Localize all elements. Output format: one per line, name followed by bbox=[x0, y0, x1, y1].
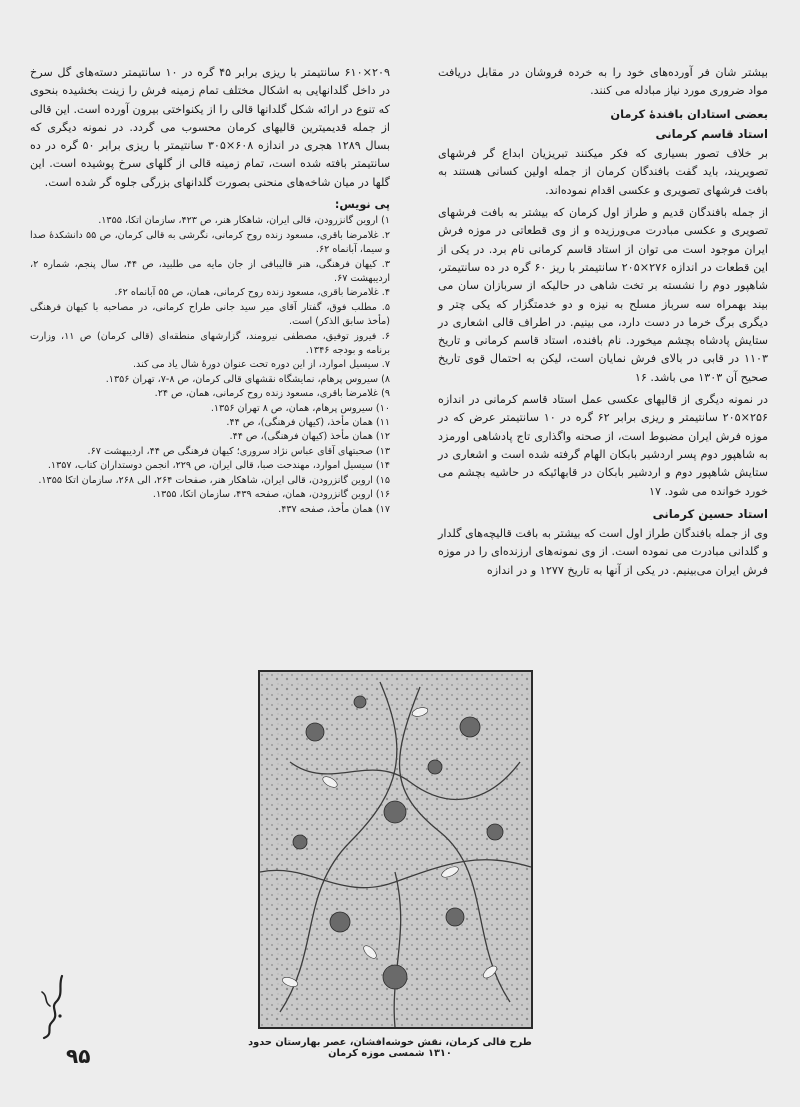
page-number: ۹۵ bbox=[66, 1044, 91, 1068]
right-column bbox=[438, 64, 768, 584]
footnote-item: ۱) اروین گانزرودن، قالی ایران، شاهکار هنر، ص ۴۲۳، سازمان اتکا، ۱۳۵۵. bbox=[98, 215, 390, 227]
footnote-item: ۱۵) اروین گانزرودن، قالی ایران، شاهکار هنر، صفحات ۲۶۴، الی ۲۶۸، سازمان اتکا ۱۳۵۵. bbox=[38, 474, 390, 486]
footnote-item: ۵. مطلب فوق، گفتار آقای میر سید جانی طراح کرمانی، در مصاحبه با کیهان فرهنگی (مأخذ سابق الذکر) است. bbox=[30, 301, 390, 328]
subheading-ghasem-kermani: استاد قاسم کرمانی bbox=[655, 126, 768, 141]
footnotes-title: پی نویس: bbox=[334, 198, 390, 212]
carpet-image bbox=[258, 670, 533, 1029]
paragraph: ۲۰۹×۶۱۰ سانتیمتر با ریزی برابر ۴۵ گره در ۱۰ سانتیمتر دسته‌های گل سرخ در داخل گلدانهایی به اشکال مختلف تمام زمینه فرش را زینت بخشیده بنحوی که تنوع در ارائه شکل گلدانها قالی را از یکنواختی بیرون آورده است. این قالی از جمله قدیمیترین قالیهای کرمان محسوب می گردد. در نمونه دیگری که بسال ۱۲۸۹ هجری در اندازه ۶۰۸×۳۰۵ سانتیمتر با ریزی برابر ۵۰ گره در ده سانتیمتر بافته شده است، تمام زمینه قالی از گلهای سرخ پوشیده است. این گلها در میان شاخه‌های منحنی بصورت گلدانهای بزرگی جلوه گر شده است. bbox=[30, 66, 390, 189]
paragraph: در نمونه دیگری از قالیهای عکسی عمل استاد قاسم کرمانی در اندازه ۲۵۶×۲۰۵ سانتیمتر و ریزی برابر ۶۲ گره در ۱۰ سانتیمتر عرض که در موزه فرش ایران مضبوط است، از صحنه واگذاری تاج پادشاهی اورمزد به شاهپور دوم پسر اردشیر بابکان الهام گرفته شده است و اشعاری در ستایش شاهپور دوم و اردشیر بابکان در قابهائیکه در حاشیه بچشم می خورد خوانده می شود. ۱۷ bbox=[438, 393, 768, 498]
left-column bbox=[30, 64, 390, 517]
subheading-hossein-kermani: استاد حسین کرمانی bbox=[652, 506, 768, 521]
kerman-calligraphy-logo bbox=[34, 972, 70, 1042]
figure-caption: طرح قالی کرمان، نقش خوشه‌افشان، عصر بهارستان حدود ۱۳۱۰ شمسی موزه کرمان bbox=[248, 1037, 532, 1059]
intro-paragraph: بیشتر شان فر آورده‌های خود را به خرده فروشان در مقابل دریافت مواد ضروری مورد نیاز مبادله می کنند. bbox=[438, 66, 768, 98]
carpet-pattern-illustration bbox=[260, 672, 531, 1027]
footnote-item: ۷. سیسیل اموارد، از این دوره تحت عنوان دورهٔ شال یاد می کند. bbox=[133, 359, 390, 371]
footnote-item: ۹) غلامرضا باقری، مسعود زنده روح کرمانی، همان، ص ۲۴. bbox=[154, 388, 390, 400]
paragraph: وی از جمله بافندگان طراز اول است که بیشتر به بافت قالیچه‌های گلدار و گلدانی مبادرت می نموده است. از وی نمونه‌های ارزنده‌ای را در موزه فرش ایران می‌بینیم. در یکی از آنها به تاریخ ۱۲۷۷ و در اندازه bbox=[438, 527, 768, 577]
footnote-item: ۱۴) سیسیل اموارد، مهندحت صبا، قالی ایران، ص ۲۲۹، انجمن دوستداران کتاب، ۱۳۵۷. bbox=[47, 460, 390, 472]
footnote-item: ۲. غلامرضا باقری، مسعود زنده روح کرمانی، نگرشی به قالی کرمان، ص ۵۵ دانشکدهٔ صدا و سیما، آبانماه ۶۲. bbox=[30, 229, 390, 256]
footnote-item: ۱۳) صحبتهای آقای عباس نژاد سروری؛ کیهان فرهنگی ص ۴۴، اردیبهشت ۶۷. bbox=[87, 445, 390, 457]
footnote-item: ۸) سیروس پرهام، نمایشگاه نقشهای قالی کرمان، ص ۸-۷، تهران ۱۳۵۶. bbox=[105, 373, 390, 385]
footnote-item: ۴. غلامرضا باقری، مسعود زنده روح کرمانی، همان، ص ۵۵ آبانماه ۶۲. bbox=[114, 287, 390, 299]
footnote-item: ۱۱) همان مأخذ، (کیهان فرهنگی)، ص ۴۴. bbox=[226, 417, 390, 429]
footnotes-list bbox=[30, 214, 390, 517]
footnote-item: ۱۰) سیروس پرهام، همان، ص ۸ تهران ۱۳۵۶. bbox=[210, 402, 390, 414]
footnote-item: ۳. کیهان فرهنگی، هنر قالیبافی از جان مایه می طلبید، ص ۴۴، سال پنجم، شماره ۲، اردیبهشت ۶۷. bbox=[30, 258, 390, 284]
footnote-item: ۱۶) اروین گانزرودن، همان، صفحه ۴۳۹، سازمان اتکا، ۱۳۵۵. bbox=[152, 489, 390, 501]
paragraph: از جمله بافندگان قدیم و طراز اول کرمان که بیشتر به بافت فرشهای تصویری و عکسی مبادرت می‌ورزیده و از وی قطعاتی در موزه فرش ایران موجود است می توان از استاد قاسم کرمانی نام برد. در یکی از این قطعات در اندازه ۲۷۶×۲۰۵ سانتیمتر با ریز ۶۰ گره در ده سانتیمتر، شاهپور دوم را نشسته بر تخت شاهی در حالیکه از سربازان سان می بیند بهمراه سه سرباز مسلح به نیزه و دو خدمتگزار که یکی چتر و دیگری برگ خرما در دست دارد، می بینیم. در اطراف قالی اشعاری در ستایش پادشاه بچشم میخورد. نام بافنده، استاد قاسم کرمانی و تاریخ ۱۱۰۳ در قابی در بالای فرش نمایان است، لیکن به احتمال قوی تاریخ صحیح آن ۱۳۰۳ می باشد. ۱۶ bbox=[438, 206, 768, 384]
footnote-item: ۱۲) همان مأخذ (کیهان فرهنگی)، ص ۴۴. bbox=[229, 431, 390, 443]
footnote-item: ۱۷) همان مأخذ، صفحه ۴۳۷. bbox=[278, 503, 390, 515]
footnote-item: ۶. فیروز توفیق، مصطفی نیرومند، گزارشهای منطقه‌ای (قالی کرمان) ص ۱۱، وزارت برنامه و بودجه ۱۳۴۶. bbox=[30, 330, 390, 357]
paragraph: بر خلاف تصور بسیاری که فکر میکنند تبریزیان ابداع گر فرشهای تصویریند، باید گفت بافندگان کرمان از جمله اولین کسانی هستند به بافت فرشهای تصویری و عکسی اقدام نموده‌اند. bbox=[438, 147, 768, 197]
section-heading: بعضی استادان بافندهٔ کرمان bbox=[610, 106, 768, 121]
